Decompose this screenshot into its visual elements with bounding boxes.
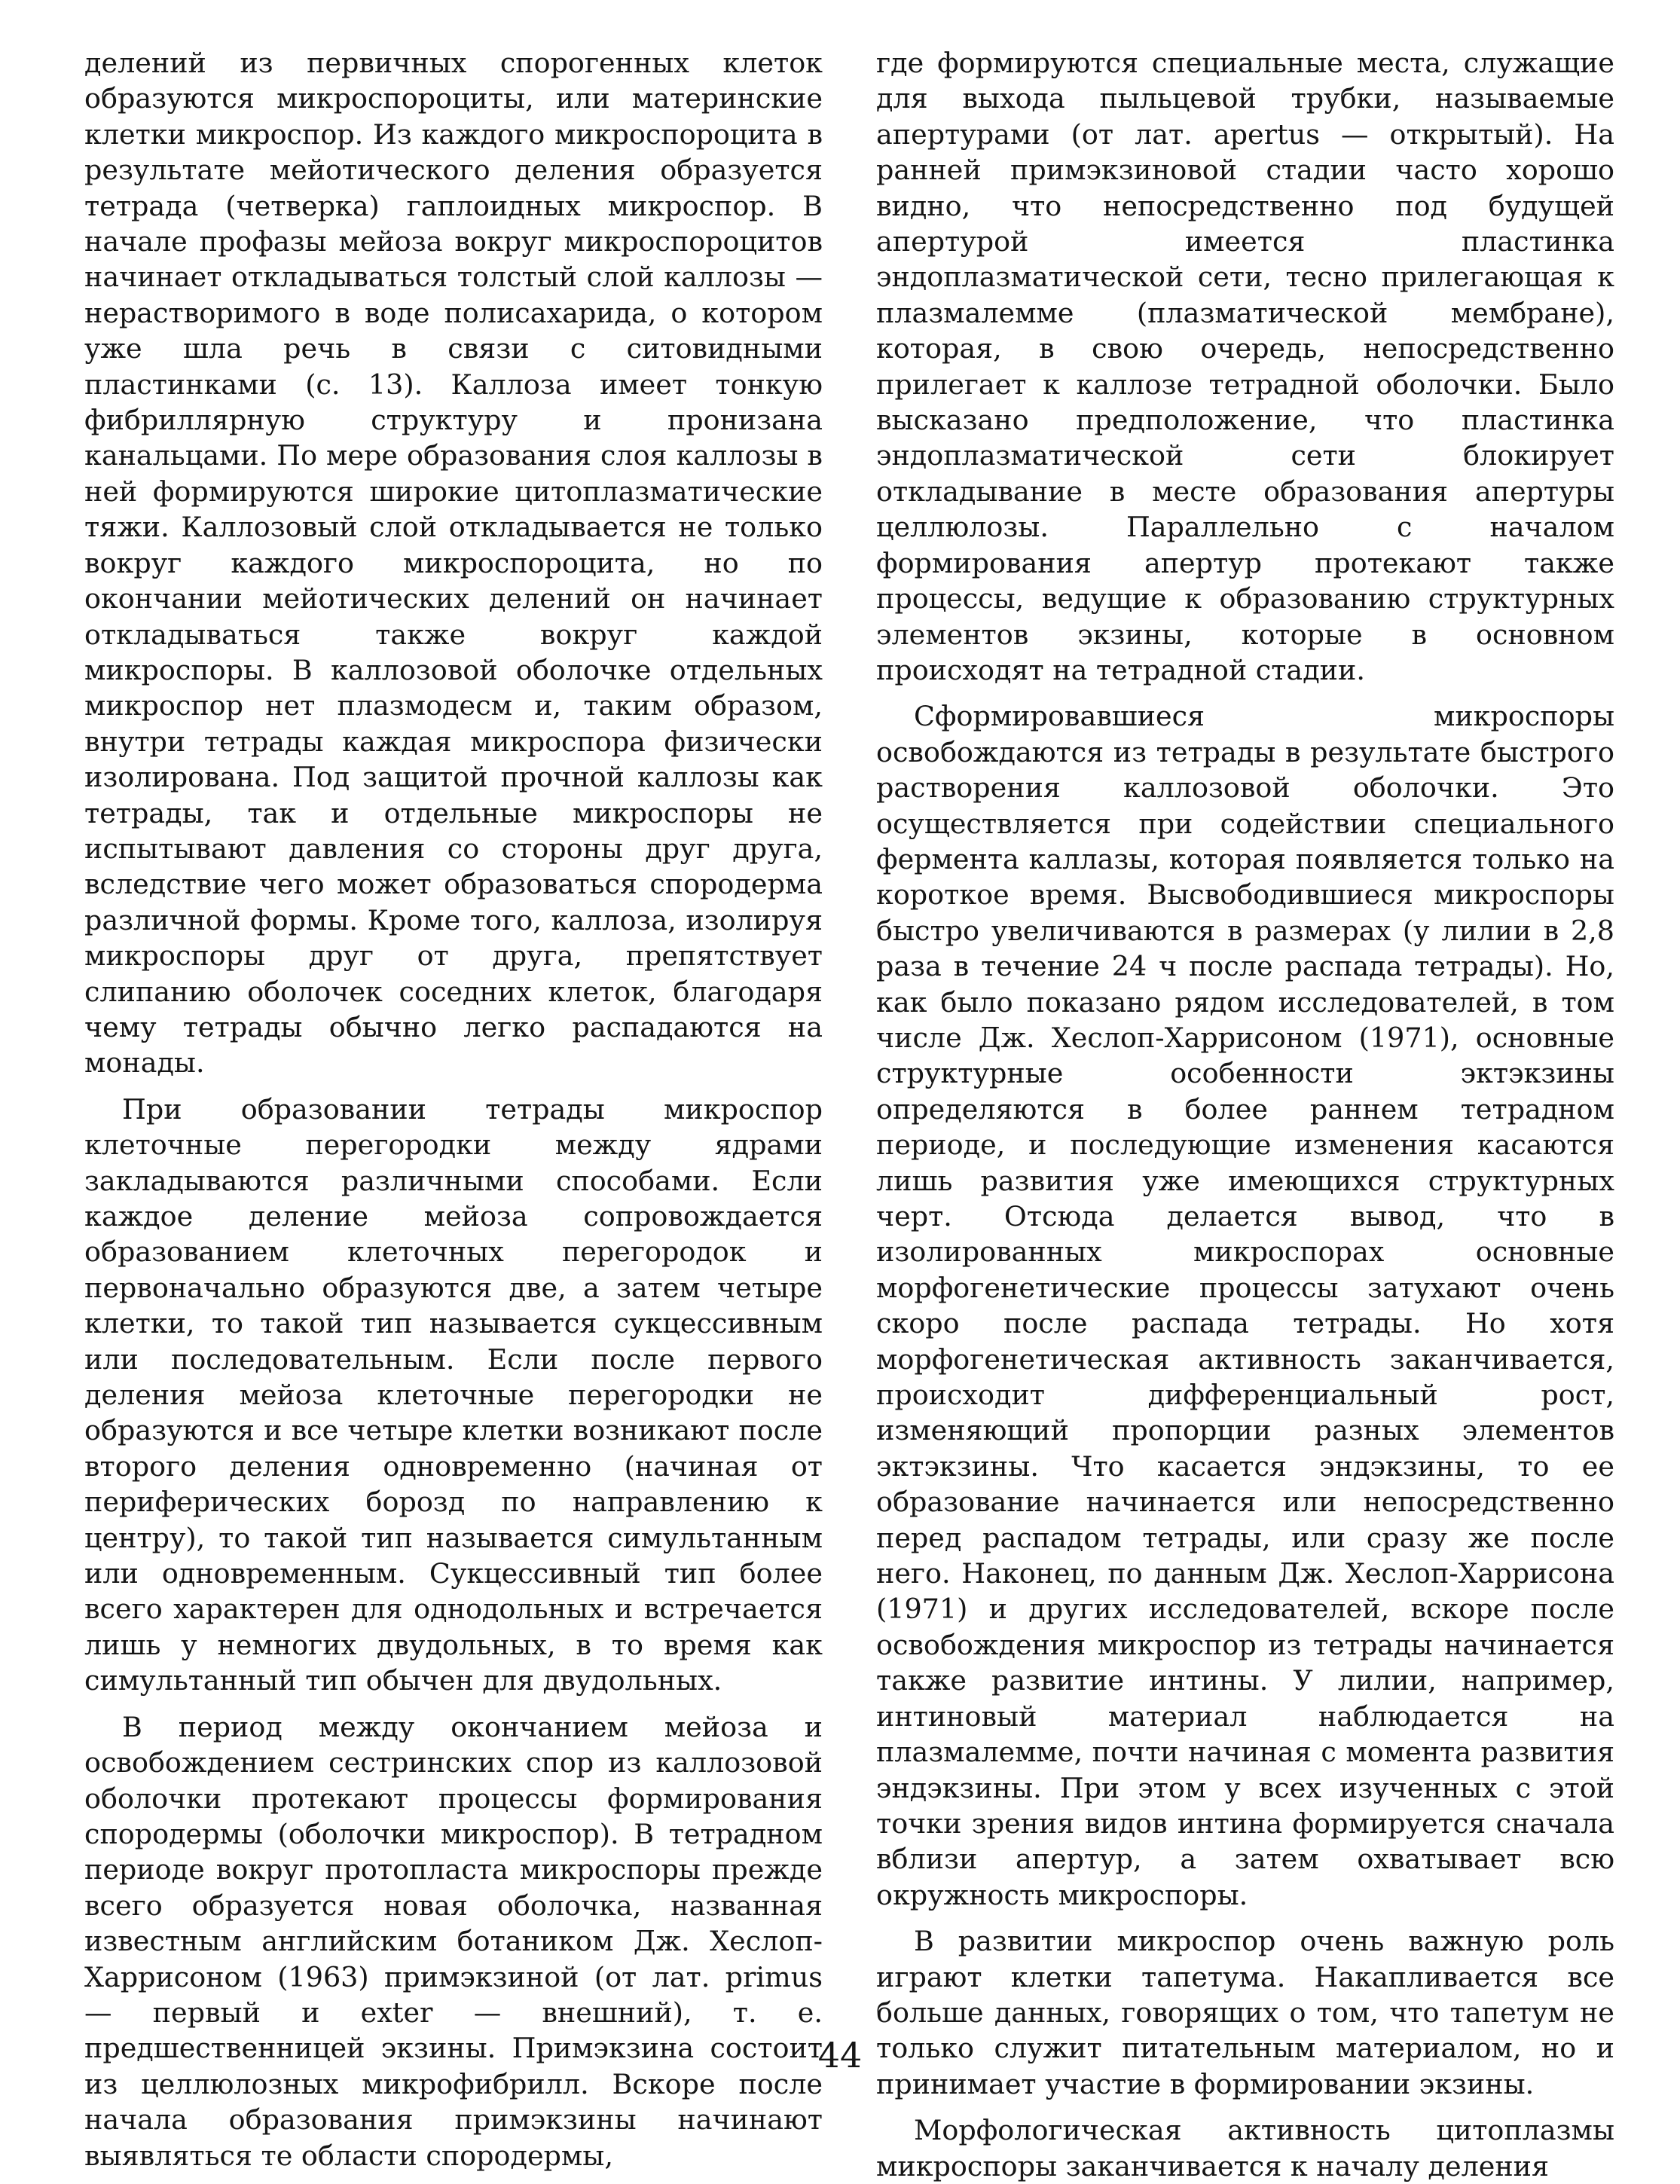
left-column	[84, 45, 823, 2173]
paragraph: Морфологическая активность цитоплазмы микроспоры заканчивается к началу деления	[876, 2114, 1614, 2182]
paragraph: Сформировавшиеся микроспоры освобождаются из тетрады в результате быстрого растворения каллозовой оболочки. Это осуществляется при содействии специального фермента каллазы, которая появляется только на короткое время. Высвободившиеся микроспоры быстро увеличиваются в размерах (у лилии в 2,8 раза в течение 24 ч после распада тетрады). Но, как было показано рядом исследователей, в том числе Дж. Хеслоп-Харрисоном (1971), основные структурные особенности эктэкзины определяются в более раннем тетрадном периоде, и последующие изменения касаются лишь развития уже имеющихся структурных черт. Отсюда делается вывод, что в изолированных микроспорах основные морфогенетические процессы затухают очень скоро после распада тетрады. Но хотя морфогенетическая активность заканчивается, происходит дифференциальный рост, изменяющий пропорции разных элементов эктэкзины. Что касается эндэкзины, то ее образование начинается или непосредственно перед распадом тетрады, или сразу же после него. Наконец, по данным Дж. Хеслоп-Харрисона (1971) и других исследователей, вскоре после освобождения микроспор из тетрады начинается также развитие интины. У лилии, например, интиновый материал наблюдается на плазмалемме, почти начиная с момента развития эндэкзины. При этом у всех изученных с этой точки зрения видов интина формируется сначала вблизи апертур, а затем охватывает всю окружность микроспоры.	[876, 700, 1614, 1911]
paragraph: При образовании тетрады микроспор клеточные перегородки между ядрами закладываются различными способами. Если каждое деление мейоза сопровождается образованием клеточных перегородок и первоначально образуются две, а затем четыре клетки, то такой тип называется сукцессивным или последовательным. Если после первого деления мейоза клеточные перегородки не образуются и все четыре клетки возникают после второго деления одновременно (начиная от периферических борозд по направлению к центру), то такой тип называется симультанным или одновременным. Сукцессивный тип более всего характерен для однодольных и встречается лишь у немногих двудольных, в то время как симультанный тип обычен для двудольных.	[84, 1092, 823, 1697]
page-number: 44	[817, 2035, 863, 2076]
paragraph: В период между окончанием мейоза и освобождением сестринских спор из каллозовой оболочки протекают процессы формирования спородермы (оболочки микроспор). В тетрадном периоде вокруг протопласта микроспоры прежде всего образуется новая оболочка, названная известным английским ботаником Дж. Хеслоп-Харрисоном (1963) примэкзиной (от лат. primus — первый и exter — внешний), т. е. предшественницей экзины. Примэкзина состоит из целлюлозных микрофибрилл. Вскоре после начала образования примэкзины начинают выявляться те области спородермы,	[84, 1710, 823, 2172]
paragraph-continued: делений из первичных спорогенных клеток образуются микроспороциты, или материнские клетки микроспор. Из каждого микроспороцита в результате мейотического деления образуется тетрада (четверка) гаплоидных микроспор. В начале профазы мейоза вокруг микроспороцитов начинает откладываться толстый слой каллозы — нерастворимого в воде полисахарида, о котором уже шла речь в связи с ситовидными пластинками (с. 13). Каллоза имеет тонкую фибриллярную структуру и пронизана канальцами. По мере образования слоя каллозы в ней формируются широкие цитоплазматические тяжи. Каллозовый слой откладывается не только вокруг каждого микроспороцита, но по окончании мейотических делений он начинает откладываться также вокруг каждой микроспоры. В каллозовой оболочке отдельных микроспор нет плазмодесм и, таким образом, внутри тетрады каждая микроспора физически изолирована. Под защитой прочной каллозы как тетрады, так и отдельные микроспоры не испытывают давления со стороны друг друга, вследствие чего может образоваться спородерма различной формы. Кроме того, каллоза, изолируя микроспоры друг от друга, препятствует слипанию оболочек соседних клеток, благодаря чему тетрады обычно легко распадаются на монады.	[84, 47, 823, 1080]
right-column	[876, 45, 1614, 2184]
paragraph-continued: где формируются специальные места, служащие для выхода пыльцевой трубки, называемые апертурами (от лат. apertus — открытый). На ранней примэкзиновой стадии часто хорошо видно, что непосредственно под будущей апертурой имеется пластинка эндоплазматической сети, тесно прилегающая к плазмалемме (плазматической мембране), которая, в свою очередь, непосредственно прилегает к каллозе тетрадной оболочки. Было высказано предположение, что пластинка эндоплазматической сети блокирует откладывание в месте образования апертуры целлюлозы. Параллельно с началом формирования апертур протекают также процессы, ведущие к образованию структурных элементов экзины, которые в основном происходят на тетрадной стадии.	[876, 47, 1614, 686]
paragraph: В развитии микроспор очень важную роль играют клетки тапетума. Накапливается все больше данных, говорящих о том, что тапетум не только служит питательным материалом, но и принимает участие в формировании экзины.	[876, 1925, 1614, 2100]
